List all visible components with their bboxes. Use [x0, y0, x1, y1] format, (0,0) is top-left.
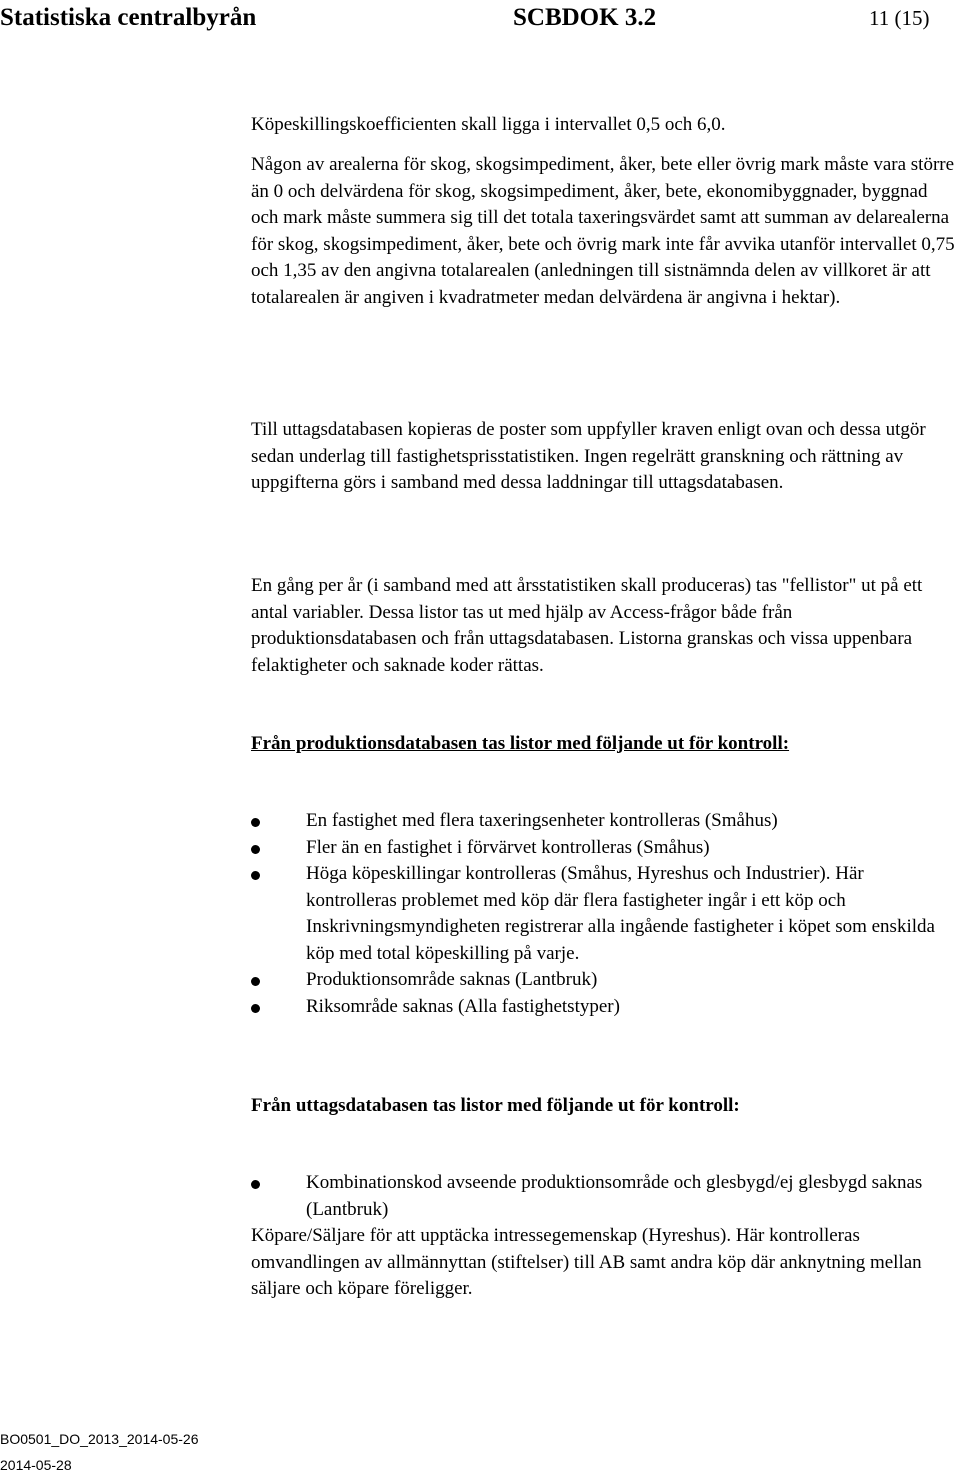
paragraph-text: Någon av arealerna för skog, skogsimpediment, åker, bete eller övrig mark måste vara större än 0 och delvärdena för skog, skogsimpediment, åker, bete, ekonomibyggnader, byggnad och mark måste summera sig till det totala taxeringsvärdet samt att summan av delarealerna för skog, skogsimpediment, åker, bete och övrig mark inte får avvika utanför intervallet 0,75 och 1,35 av den angivna totalarealen (anledningen till sistnämnda delen av villkoret är att totalarealen är angiven i kvadratmeter medan delvärdena är angivna i hektar). [251, 154, 955, 308]
paragraph-uttagsdatabasen [251, 417, 956, 497]
section-heading-uttag: Från uttagsdatabasen tas listor med följande ut för kontroll: [251, 1095, 740, 1116]
bullet-icon [251, 818, 260, 827]
list-item-text: En fastighet med flera taxeringsenheter kontrolleras (Småhus) [306, 810, 778, 831]
paragraph-hyreshus: Köpare/Säljare för att upptäcka intressegemenskap (Hyreshus). Här kontrolleras omvandlingen av allmännyttan (stiftelser) till AB samt andra köp där anknytning mellan säljare och köpare föreligger. [251, 1225, 922, 1299]
paragraph-text: Till uttagsdatabasen kopieras de poster som uppfyller kraven enligt ovan och dessa utgör sedan underlag till fastighetsprisstatistiken. Ingen regelrätt granskning och rättning av uppgifterna görs i samband med dessa laddningar till uttagsdatabasen. [251, 419, 926, 493]
bullet-icon [251, 845, 260, 854]
bullet-icon [251, 871, 260, 880]
list-item [251, 967, 956, 994]
header-organization: Statistiska centralbyrån [0, 4, 257, 31]
list-item [251, 808, 956, 835]
list-item [251, 835, 956, 862]
list-item [251, 1170, 956, 1223]
list-item-text: Höga köpeskillingar kontrolleras (Småhus, Hyreshus och Industrier). Här kontrolleras problemet med köp där flera fastigheter ingår i ett köp och Inskrivningsmyndigheten registrerar alla ingående fastigheter i köpet som enskilda köp med total köpeskilling på varje. [306, 863, 935, 964]
list-item [251, 994, 956, 1021]
header-document-id: SCBDOK 3.2 [513, 4, 657, 31]
production-check-list [251, 808, 956, 1020]
paragraph-coefficient [251, 112, 956, 139]
section-heading-production: Från produktionsdatabasen tas listor med följande ut för kontroll: [251, 733, 790, 754]
bullet-icon [251, 977, 260, 986]
list-item-text: Produktionsområde saknas (Lantbruk) [306, 969, 598, 990]
list-item [251, 861, 956, 967]
bullet-icon [251, 1004, 260, 1013]
uttag-check-list [251, 1170, 956, 1303]
bullet-icon [251, 1180, 260, 1189]
header-page-number: 11 (15) [869, 6, 930, 30]
list-item-text: Riksområde saknas (Alla fastighetstyper) [306, 995, 620, 1017]
list-item-text: Kombinationskod avseende produktionsområde och glesbygd/ej glesbygd saknas (Lantbruk) [306, 1172, 923, 1220]
paragraph-areas [251, 152, 956, 311]
paragraph-text: En gång per år (i samband med att årsstatistiken skall produceras) tas "fellistor" ut på ett antal variabler. Dessa listor tas ut med hjälp av Access-frågor både från produktionsdatabasen och från uttagsdatabasen. Listorna granskas och vissa uppenbara felaktigheter och saknade koder rättas. [251, 575, 923, 676]
footer-date: 2014-05-28 [0, 1457, 72, 1473]
footer-document-code: BO0501_DO_2013_2014-05-26 [0, 1431, 199, 1447]
paragraph-text: Köpeskillingskoefficienten skall ligga i intervallet 0,5 och 6,0. [251, 114, 726, 135]
list-item-text: Fler än en fastighet i förvärvet kontrolleras (Småhus) [306, 836, 710, 858]
paragraph-fellistor [251, 573, 956, 679]
